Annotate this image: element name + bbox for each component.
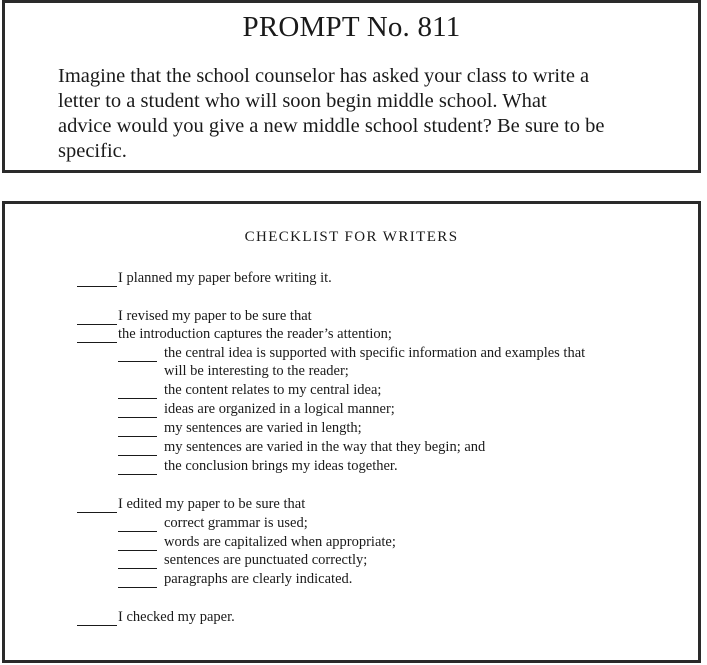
checkbox-blank[interactable] <box>118 537 157 551</box>
checklist-subitem <box>118 344 585 362</box>
checkbox-blank[interactable] <box>118 348 157 362</box>
checklist-title: CHECKLIST FOR WRITERS <box>244 229 459 245</box>
checklist-item-label: my sentences are varied in length; <box>164 420 362 436</box>
checkbox-blank[interactable] <box>77 273 117 287</box>
checkbox-blank[interactable] <box>77 499 117 513</box>
checklist-subitem <box>118 457 398 475</box>
checkbox-blank[interactable] <box>118 442 157 456</box>
checklist-item-revised <box>77 307 312 325</box>
prompt-title: PROMPT No. 811 <box>242 11 461 43</box>
checkbox-blank[interactable] <box>118 574 157 588</box>
checklist-subitem <box>118 570 352 588</box>
checklist-item-label: the content relates to my central idea; <box>164 382 382 398</box>
checkbox-blank[interactable] <box>118 518 157 532</box>
checklist-subitem <box>118 438 485 456</box>
prompt-text-line: letter to a student who will soon begin middle school. What <box>58 90 547 112</box>
checklist-item-label: the conclusion brings my ideas together. <box>164 458 398 474</box>
checklist-item-label: ideas are organized in a logical manner; <box>164 401 395 417</box>
checklist-item-label: I planned my paper before writing it. <box>118 270 332 286</box>
checklist-subitem <box>118 400 395 418</box>
checkbox-blank[interactable] <box>118 555 157 569</box>
checkbox-blank[interactable] <box>118 404 157 418</box>
checklist-subitem <box>77 325 392 343</box>
checkbox-blank[interactable] <box>77 329 117 343</box>
checkbox-blank[interactable] <box>77 311 117 325</box>
prompt-box <box>2 0 701 173</box>
checklist-subitem <box>118 419 362 437</box>
checklist-item-label: paragraphs are clearly indicated. <box>164 571 353 587</box>
checklist-item-label: I revised my paper to be sure that <box>118 308 312 324</box>
checklist-item-label: I checked my paper. <box>118 609 235 625</box>
checkbox-blank[interactable] <box>118 423 157 437</box>
prompt-text-line: specific. <box>58 140 127 162</box>
checklist-item-label: words are capitalized when appropriate; <box>164 534 396 550</box>
checkbox-blank[interactable] <box>118 385 157 399</box>
checklist-subitem <box>118 381 381 399</box>
checklist-item-continuation: will be interesting to the reader; <box>164 363 349 379</box>
prompt-text-line: Imagine that the school counselor has asked your class to write a <box>58 65 590 87</box>
checklist-item-label: my sentences are varied in the way that they begin; and <box>164 439 486 455</box>
checklist-item-checked <box>77 608 235 626</box>
checklist-item-planned <box>77 269 332 287</box>
checklist-item-label: sentences are punctuated correctly; <box>164 552 368 568</box>
checklist-item-label: correct grammar is used; <box>164 515 308 531</box>
checkbox-blank[interactable] <box>77 612 117 626</box>
checklist-item-edited <box>77 495 305 513</box>
checklist-subitem <box>118 551 367 569</box>
checklist-item-label: I edited my paper to be sure that <box>118 496 306 512</box>
checklist-item-label: the introduction captures the reader’s attention; <box>118 326 392 342</box>
checklist-box <box>2 201 701 663</box>
checklist-subitem <box>118 514 308 532</box>
checkbox-blank[interactable] <box>118 461 157 475</box>
prompt-text-line: advice would you give a new middle school student? Be sure to be <box>58 115 605 137</box>
checklist-subitem <box>118 533 396 551</box>
checklist-item-label: the central idea is supported with specific information and examples that <box>164 345 586 361</box>
